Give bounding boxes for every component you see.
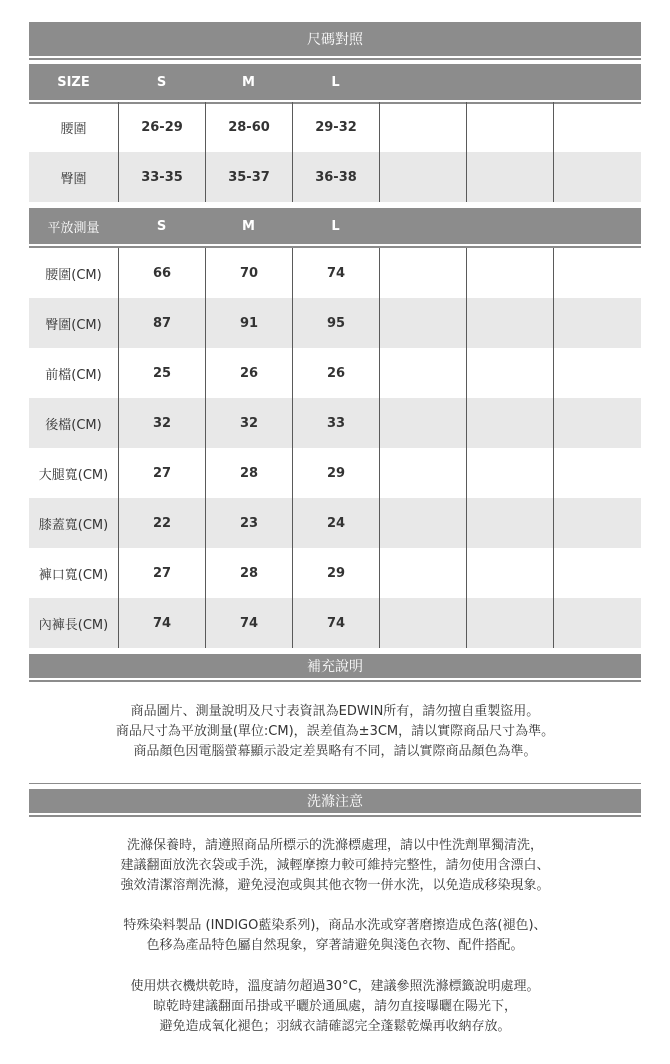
row-label: 前檔(CM)	[45, 367, 102, 383]
washing-paragraph-1	[29, 836, 641, 896]
table-cell	[553, 102, 641, 152]
table-cell	[553, 348, 641, 398]
row-label: 大腿寬(CM)	[38, 467, 109, 483]
table-cell: 27	[118, 448, 205, 498]
table-cell: 22	[118, 498, 205, 548]
table-cell: 32	[205, 398, 292, 448]
washing-line: 色移為產品特色屬自然現象，穿著請避免與淺色衣物、配件搭配。	[146, 938, 524, 953]
table-row	[29, 348, 641, 398]
table-cell	[466, 548, 553, 598]
washing-title: 洗滌注意	[29, 789, 641, 813]
table-row	[29, 152, 641, 202]
table-cell: 29	[292, 548, 379, 598]
table-cell	[379, 598, 466, 648]
table-cell: 91	[205, 298, 292, 348]
table-cell	[379, 152, 466, 202]
table-cell	[553, 498, 641, 548]
table-cell: 28	[205, 548, 292, 598]
header-cell: M	[242, 218, 255, 234]
table-row	[29, 548, 641, 598]
table-cell	[553, 448, 641, 498]
table-cell	[553, 248, 641, 298]
header-cell: SIZE	[57, 74, 90, 90]
table-cell	[466, 348, 553, 398]
table-cell	[553, 598, 641, 648]
washing-line: 建議翻面放洗衣袋或手洗，減輕摩擦力較可維持完整性，請勿使用含漂白、	[120, 858, 550, 873]
table-cell	[466, 248, 553, 298]
table-cell: 26	[292, 348, 379, 398]
table-cell	[379, 498, 466, 548]
table-row	[29, 498, 641, 548]
table-cell: 74	[292, 598, 379, 648]
table-row	[29, 598, 641, 648]
header-cell	[553, 208, 641, 244]
table-cell	[553, 152, 641, 202]
table-row	[29, 248, 641, 298]
header-cell	[379, 208, 466, 244]
table-row	[29, 102, 641, 152]
table-row	[29, 298, 641, 348]
row-label: 後檔(CM)	[29, 398, 118, 448]
table-cell: 32	[118, 398, 205, 448]
row-label: 臀圍	[29, 152, 118, 202]
row-label: 腰圍(CM)	[45, 267, 102, 283]
table-cell: 33	[292, 398, 379, 448]
supplement-title: 補充說明	[29, 654, 641, 678]
size-chart-title: 尺碼對照	[29, 22, 641, 56]
supplement-line: 商品圖片、測量說明及尺寸表資訊為EDWIN所有，請勿擅自重製盜用。	[130, 704, 540, 719]
table-row	[29, 448, 641, 498]
table-cell: 33-35	[118, 152, 205, 202]
table-cell	[553, 548, 641, 598]
table-cell	[553, 298, 641, 348]
table-cell	[553, 398, 641, 448]
table-cell	[379, 348, 466, 398]
header-cell	[466, 208, 553, 244]
table-cell: 23	[205, 498, 292, 548]
table-cell	[466, 498, 553, 548]
washing-paragraph-2	[29, 916, 641, 956]
table-cell	[466, 152, 553, 202]
table-cell: 87	[118, 298, 205, 348]
table-cell: 25	[118, 348, 205, 398]
header-cell	[466, 64, 553, 100]
row-label: 腰圍	[60, 121, 87, 137]
size-chart-header	[29, 64, 641, 100]
table-cell: 95	[292, 298, 379, 348]
header-cell: L	[331, 74, 340, 90]
table-cell	[379, 248, 466, 298]
flat-measure-header	[29, 208, 641, 244]
table-cell	[379, 548, 466, 598]
table-cell: 24	[292, 498, 379, 548]
table-cell	[379, 298, 466, 348]
header-cell: L	[331, 218, 340, 234]
table-cell: 26	[205, 348, 292, 398]
table-cell: 70	[205, 248, 292, 298]
table-cell: 29	[292, 448, 379, 498]
washing-line: 晾乾時建議翻面吊掛或平曬於通風處，請勿直接曝曬在陽光下，	[152, 999, 517, 1014]
row-label: 膝蓋寬(CM)	[29, 498, 118, 548]
table-row	[29, 398, 641, 448]
header-cell	[379, 64, 466, 100]
table-cell	[466, 398, 553, 448]
header-cell: 平放測量	[47, 220, 100, 236]
washing-line: 使用烘衣機烘乾時，溫度請勿超過30°C，建議參照洗滌標籤說明處理。	[130, 979, 540, 994]
table-cell	[379, 448, 466, 498]
table-cell: 28	[205, 448, 292, 498]
table-cell: 74	[292, 248, 379, 298]
table-cell: 28-60	[205, 102, 292, 152]
row-label: 褲口寬(CM)	[38, 567, 109, 583]
table-cell	[466, 448, 553, 498]
table-cell: 66	[118, 248, 205, 298]
table-cell: 74	[118, 598, 205, 648]
table-cell: 29-32	[292, 102, 379, 152]
table-cell	[379, 102, 466, 152]
divider	[29, 783, 641, 784]
row-label: 內褲長(CM)	[29, 598, 118, 648]
washing-line: 特殊染料製品 (INDIGO藍染系列)，商品水洗或穿著磨擦造成色落(褪色)、	[123, 918, 547, 933]
supplement-line: 商品顏色因電腦螢幕顯示設定差異略有不同，請以實際商品顏色為準。	[133, 744, 537, 759]
table-cell: 74	[205, 598, 292, 648]
supplement-text	[29, 702, 641, 762]
washing-line: 洗滌保養時，請遵照商品所標示的洗滌標處理，請以中性洗劑單獨清洗，	[126, 838, 543, 853]
table-cell: 27	[118, 548, 205, 598]
table-cell	[379, 398, 466, 448]
washing-paragraph-3	[29, 977, 641, 1037]
header-cell: M	[242, 74, 255, 90]
table-cell: 26-29	[118, 102, 205, 152]
row-label: 臀圍(CM)	[29, 298, 118, 348]
table-cell	[466, 102, 553, 152]
table-cell	[466, 598, 553, 648]
header-cell: S	[156, 218, 167, 234]
supplement-line: 商品尺寸為平放測量(單位:CM)，誤差值為±3CM，請以實際商品尺寸為準。	[115, 724, 555, 739]
washing-line: 避免造成氧化褪色；羽絨衣請確認完全蓬鬆乾燥再收納存放。	[159, 1019, 511, 1034]
washing-line: 強效清潔溶劑洗滌，避免浸泡或與其他衣物一併水洗，以免造成移染現象。	[120, 878, 550, 893]
table-cell: 36-38	[292, 152, 379, 202]
header-cell: S	[156, 74, 167, 90]
table-cell: 35-37	[205, 152, 292, 202]
header-cell	[553, 64, 641, 100]
table-cell	[466, 298, 553, 348]
